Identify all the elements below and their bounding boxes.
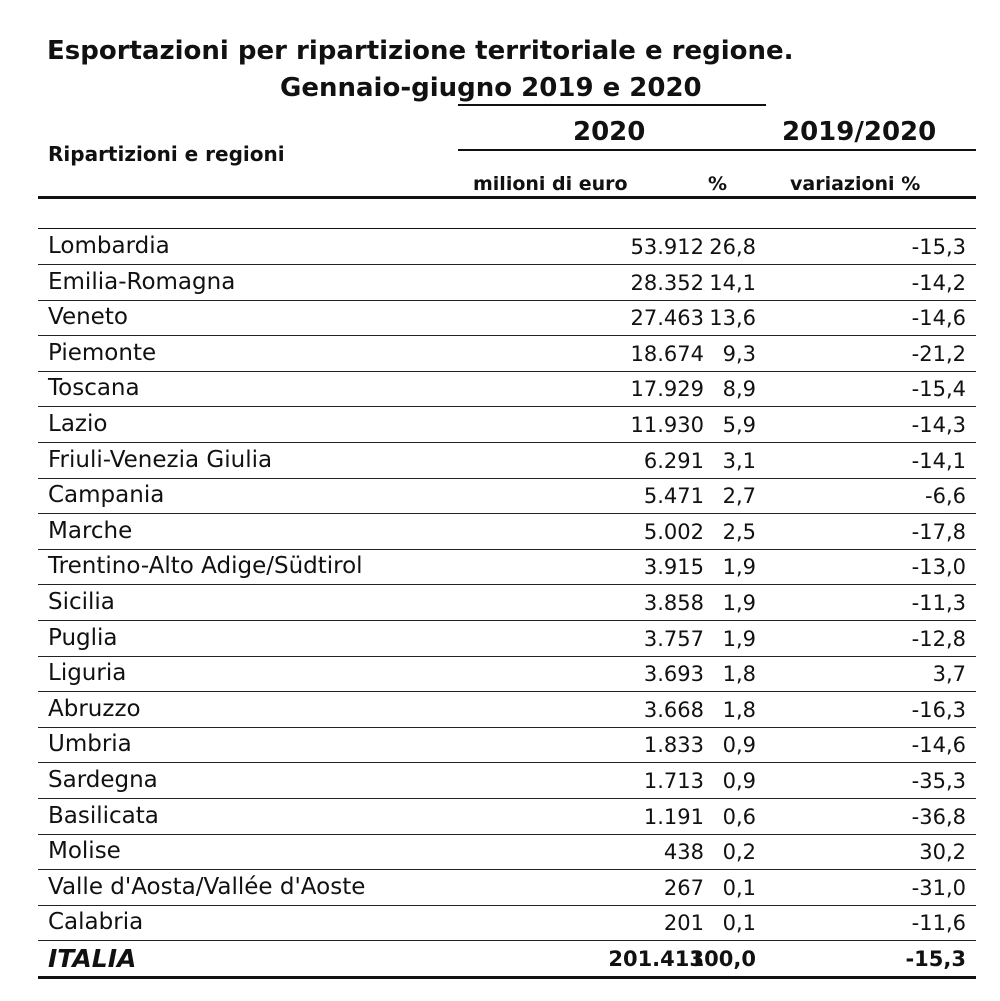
total-change: -15,3 <box>905 947 966 971</box>
export-value: 5.002 <box>643 519 704 544</box>
region-name: Emilia-Romagna <box>48 268 236 295</box>
region-name: Trentino-Alto Adige/Südtirol <box>48 553 363 580</box>
export-value: 5.471 <box>643 484 704 509</box>
export-value: 1.191 <box>643 804 704 829</box>
region-name: Umbria <box>48 731 132 758</box>
export-value: 17.929 <box>630 377 704 402</box>
export-change: -36,8 <box>911 804 966 829</box>
export-value: 267 <box>663 875 704 900</box>
export-change: -35,3 <box>911 769 966 793</box>
header-col-value: milioni di euro <box>473 173 628 195</box>
region-name: Liguria <box>48 660 127 687</box>
header-change-period: 2019/2020 <box>782 117 937 147</box>
region-name: Puglia <box>48 624 118 651</box>
export-share: 1,9 <box>722 591 756 615</box>
export-share: 8,9 <box>722 377 756 402</box>
export-change: -14,3 <box>911 413 966 437</box>
export-value: 1.833 <box>643 733 704 758</box>
export-share: 5,9 <box>722 413 756 437</box>
region-name: Basilicata <box>48 802 159 829</box>
export-share: 9,3 <box>722 341 756 366</box>
table-bottom-rule <box>38 976 976 979</box>
export-share: 0,9 <box>722 733 756 758</box>
export-change: -14,1 <box>911 448 966 473</box>
table-row <box>38 585 976 621</box>
table-row <box>38 799 976 835</box>
export-share: 2,5 <box>722 519 756 544</box>
region-name: Lombardia <box>48 233 170 259</box>
export-value: 3.915 <box>643 555 704 580</box>
region-name: Molise <box>48 838 121 865</box>
region-name: Campania <box>48 482 165 509</box>
export-change: -11,6 <box>911 911 966 936</box>
total-label: ITALIA <box>48 944 137 973</box>
export-value: 3.858 <box>643 591 704 615</box>
table-row <box>38 763 976 799</box>
export-share: 14,1 <box>709 270 756 295</box>
export-change: -11,3 <box>911 591 966 615</box>
header-year: 2020 <box>573 117 646 147</box>
region-name: Valle d'Aosta/Vallée d'Aoste <box>48 873 366 900</box>
region-name: Marche <box>48 517 133 544</box>
header-col-change: variazioni % <box>790 173 921 195</box>
region-name: Calabria <box>48 909 144 936</box>
export-change: -31,0 <box>911 875 966 900</box>
region-name: Lazio <box>48 411 108 437</box>
export-change: 30,2 <box>919 840 966 865</box>
table-row <box>38 371 976 407</box>
export-value: 27.463 <box>630 306 704 331</box>
table-row <box>38 870 976 906</box>
table-row <box>38 692 976 728</box>
export-share: 0,2 <box>722 840 756 865</box>
export-change: -21,2 <box>911 341 966 366</box>
export-share: 3,1 <box>722 448 756 473</box>
total-share: 100,0 <box>689 947 756 971</box>
header-col-share: % <box>708 173 728 195</box>
title-underline <box>458 104 766 106</box>
region-name: Veneto <box>48 304 128 331</box>
region-name: Piemonte <box>48 339 157 366</box>
table-row <box>38 229 976 265</box>
export-change: -14,2 <box>911 270 966 295</box>
export-value: 11.930 <box>630 413 704 437</box>
total-value: 201.413 <box>608 947 704 971</box>
export-value: 3.693 <box>643 662 704 687</box>
export-share: 26,8 <box>709 235 756 259</box>
export-value: 1.713 <box>643 769 704 793</box>
header-bottom-rule <box>38 196 976 199</box>
export-value: 53.912 <box>630 235 704 259</box>
export-change: 3,7 <box>932 662 966 687</box>
export-value: 28.352 <box>630 270 704 295</box>
table-row <box>38 621 976 657</box>
table-row <box>38 300 976 336</box>
header-row-label: Ripartizioni e regioni <box>48 142 285 166</box>
region-name: Abruzzo <box>48 695 141 722</box>
export-share: 0,9 <box>722 769 756 793</box>
export-change: -14,6 <box>911 306 966 331</box>
table-row <box>38 443 976 479</box>
export-change: -15,4 <box>911 377 966 402</box>
export-value: 6.291 <box>643 448 704 473</box>
table-row <box>38 265 976 301</box>
table-row-total <box>38 941 976 977</box>
export-value: 438 <box>663 840 704 865</box>
region-name: Sardegna <box>48 767 158 793</box>
region-name: Friuli-Venezia Giulia <box>48 446 273 473</box>
export-share: 2,7 <box>722 484 756 509</box>
export-change: -14,6 <box>911 733 966 758</box>
table-row <box>38 549 976 585</box>
table-title-line-1: Esportazioni per ripartizione territoriale e regione. <box>47 36 794 66</box>
region-name: Sicilia <box>48 589 115 615</box>
export-change: -6,6 <box>925 484 966 509</box>
table-title-line-2: Gennaio-giugno 2019 e 2020 <box>280 73 702 103</box>
export-change: -17,8 <box>911 519 966 544</box>
export-share: 0,1 <box>722 911 756 936</box>
export-share: 1,8 <box>722 697 756 722</box>
export-value: 18.674 <box>630 341 704 366</box>
table-row <box>38 727 976 763</box>
table-row <box>38 407 976 443</box>
export-share: 0,1 <box>722 875 756 900</box>
table-row <box>38 905 976 941</box>
export-value: 3.757 <box>643 626 704 651</box>
export-value: 201 <box>663 911 704 936</box>
export-change: -13,0 <box>911 555 966 580</box>
export-change: -12,8 <box>911 626 966 651</box>
export-share: 1,9 <box>722 555 756 580</box>
export-value: 3.668 <box>643 697 704 722</box>
export-share: 0,6 <box>722 804 756 829</box>
export-share: 1,9 <box>722 626 756 651</box>
table-row <box>38 514 976 550</box>
export-share: 13,6 <box>709 306 756 331</box>
header-divider <box>458 149 976 151</box>
table-row <box>38 834 976 870</box>
region-name: Toscana <box>48 375 140 402</box>
table-row <box>38 656 976 692</box>
table-row <box>38 478 976 514</box>
table-row <box>38 336 976 372</box>
export-change: -15,3 <box>911 235 966 259</box>
export-change: -16,3 <box>911 697 966 722</box>
export-share: 1,8 <box>722 662 756 687</box>
